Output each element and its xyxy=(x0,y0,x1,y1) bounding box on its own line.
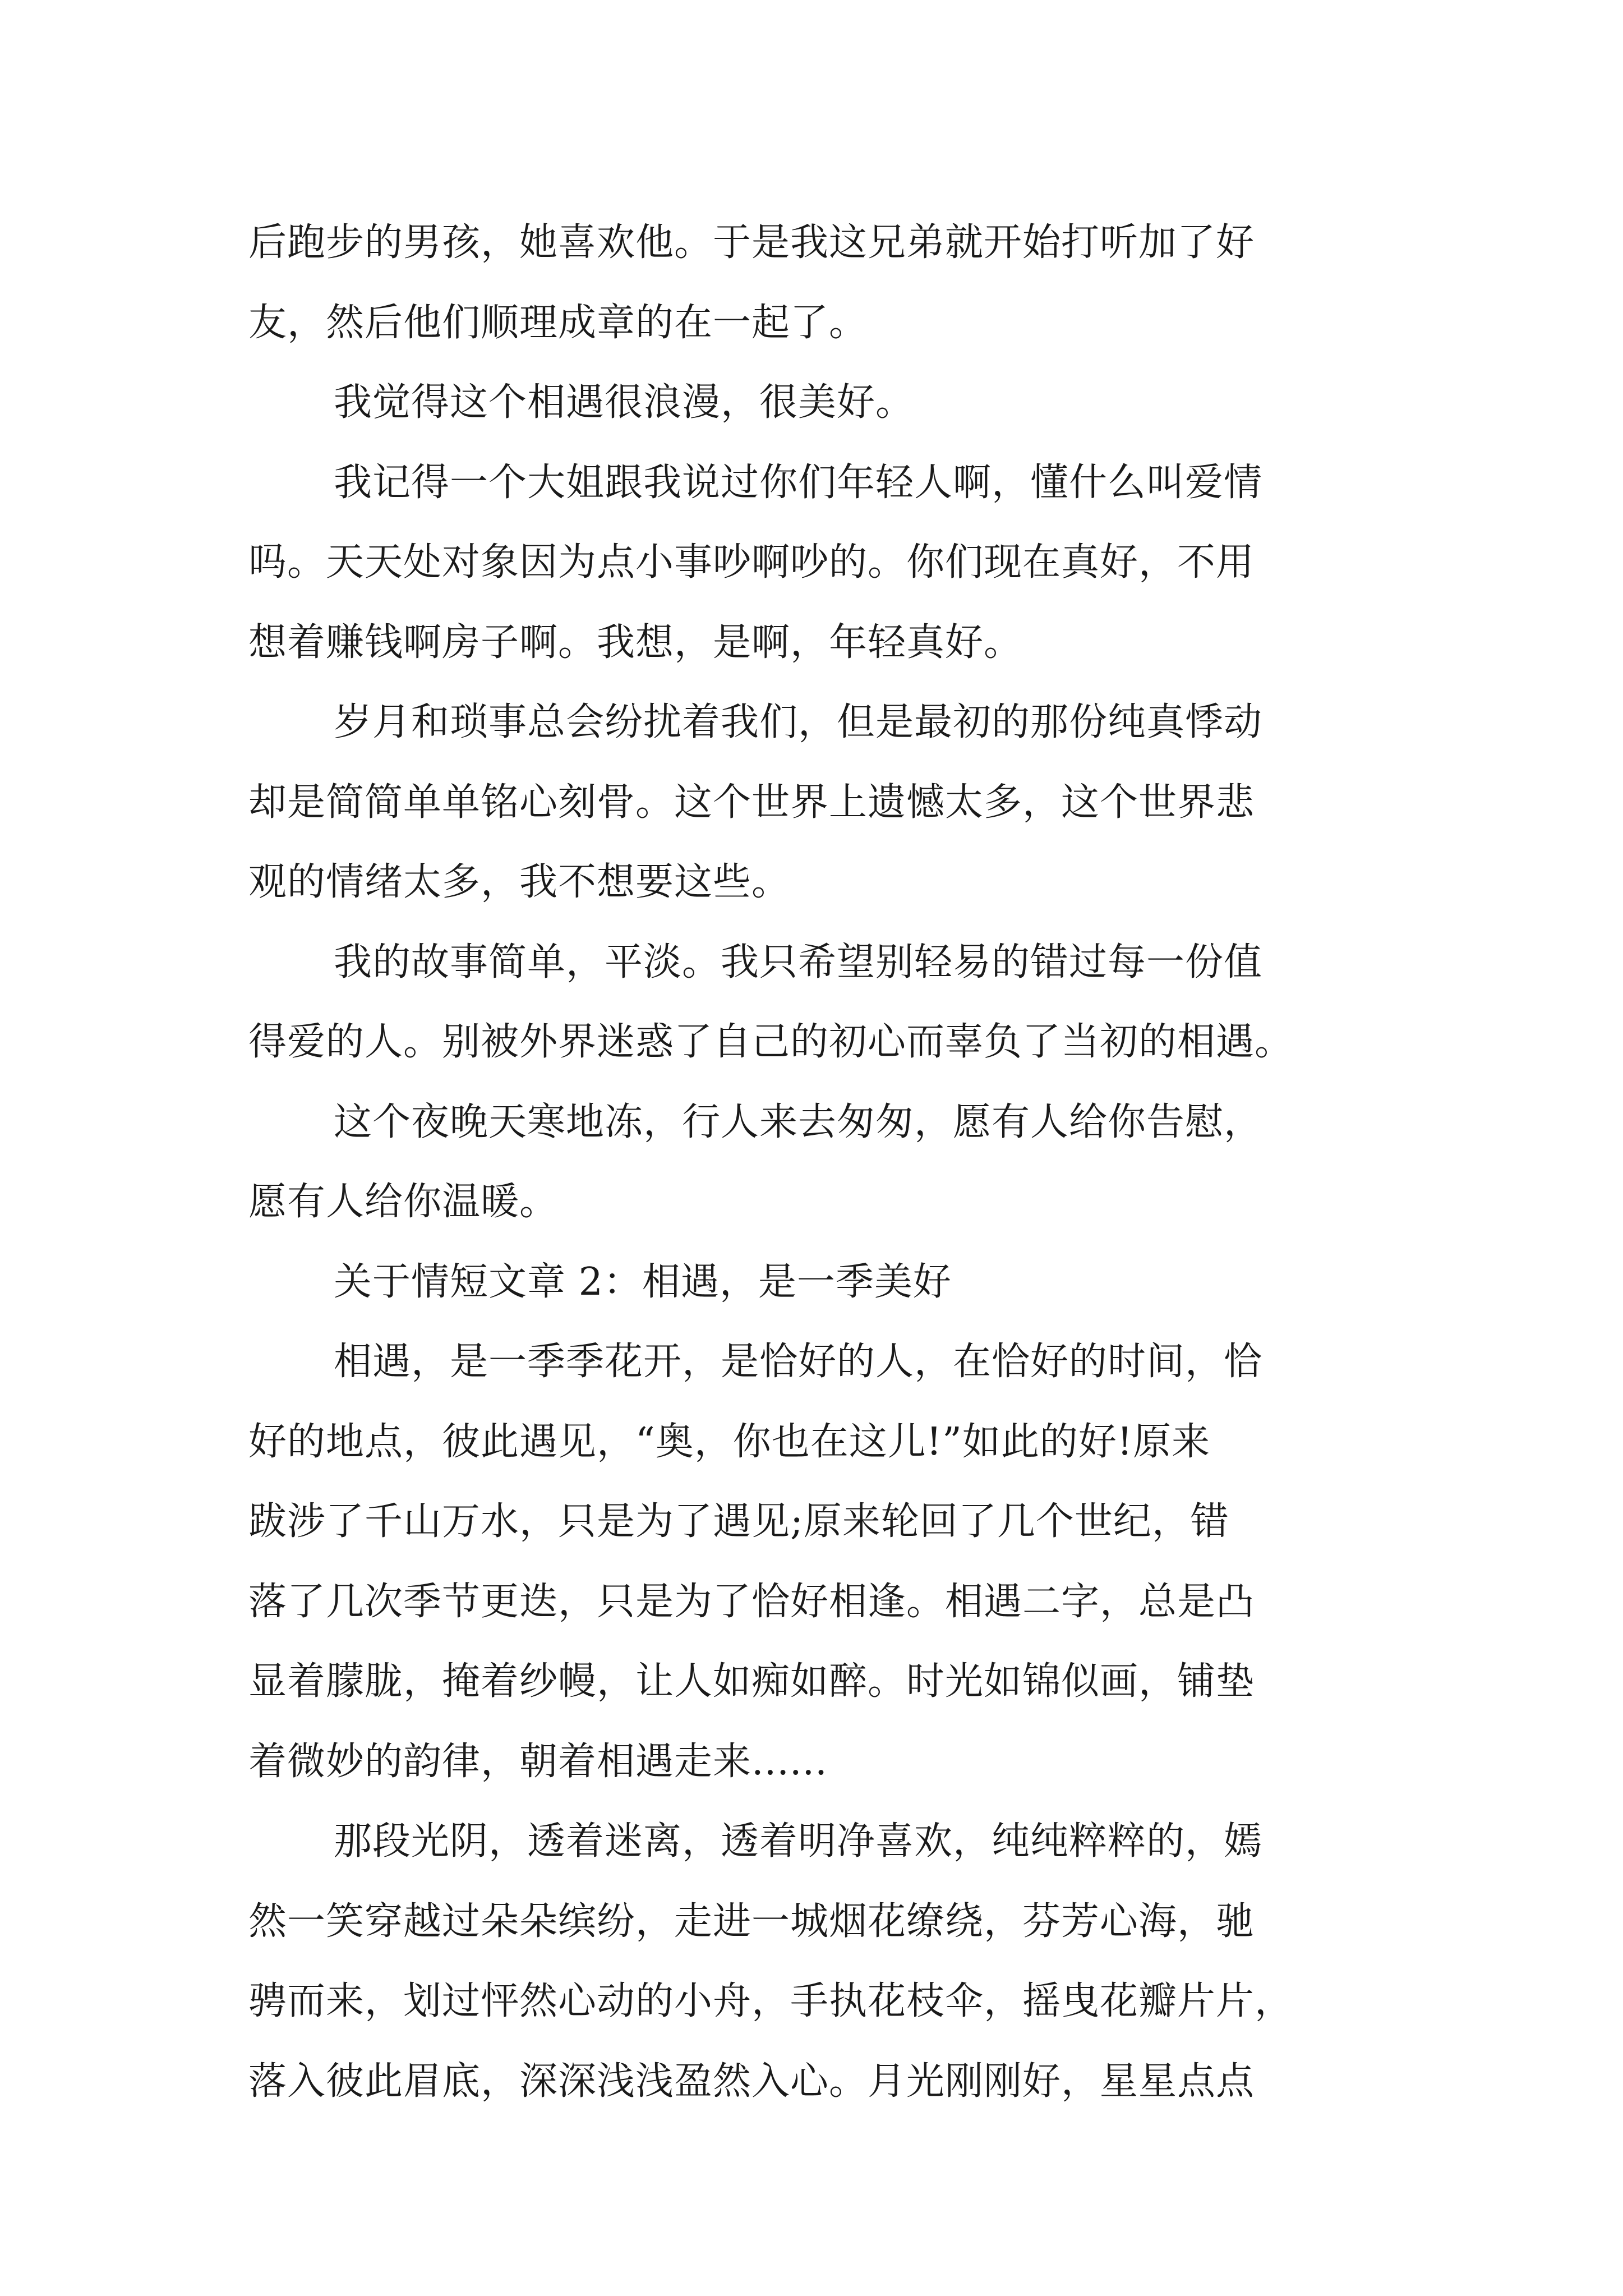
text-line: 友，然后他们顺理成章的在一起了。 xyxy=(248,300,868,345)
text-line: 这个夜晚天寒地冻，行人来去匆匆，愿有人给你告慰， xyxy=(334,1099,1263,1144)
text-line: 愿有人给你温暖。 xyxy=(248,1180,559,1224)
text-line: 然一笑穿越过朵朵缤纷，走进一城烟花缭绕，芬芳心海，驰 xyxy=(248,1899,1255,1944)
text-line: 却是简简单单铭心刻骨。这个世界上遗憾太多，这个世界悲 xyxy=(248,780,1255,825)
text-line: 落入彼此眉底，深深浅浅盈然入心。月光刚刚好，星星点点 xyxy=(248,2059,1255,2104)
text-line: 我记得一个大姐跟我说过你们年轻人啊，懂什么叫爱情 xyxy=(334,460,1263,505)
text-line: 我的故事简单，平淡。我只希望别轻易的错过每一份值 xyxy=(334,940,1263,984)
text-line: 观的情绪太多，我不想要这些。 xyxy=(248,860,791,904)
text-line: 想着赚钱啊房子啊。我想，是啊，年轻真好。 xyxy=(248,620,1023,665)
text-line: 吗。天天处对象因为点小事吵啊吵的。你们现在真好，不用 xyxy=(248,540,1255,585)
text-line: 落了几次季节更迭，只是为了恰好相逢。相遇二字，总是凸 xyxy=(248,1579,1255,1624)
text-line: 相遇，是一季季花开，是恰好的人，在恰好的时间，恰 xyxy=(334,1340,1263,1384)
text-line: 得爱的人。别被外界迷惑了自己的初心而辜负了当初的相遇。 xyxy=(248,1020,1294,1064)
text-line: 岁月和琐事总会纷扰着我们，但是最初的那份纯真悸动 xyxy=(334,700,1263,744)
text-line: 我觉得这个相遇很浪漫，很美好。 xyxy=(334,380,915,425)
text-line: 后跑步的男孩，她喜欢他。于是我这兄弟就开始打听加了好 xyxy=(248,220,1255,265)
text-line: 显着朦胧，掩着纱幔，让人如痴如醉。时光如锦似画，铺垫 xyxy=(248,1659,1255,1704)
text-line: 那段光阴，透着迷离，透着明净喜欢，纯纯粹粹的，嫣 xyxy=(334,1819,1263,1864)
text-line: 跋涉了千山万水，只是为了遇见;原来轮回了几个世纪，错 xyxy=(248,1499,1229,1544)
text-line: 好的地点，彼此遇见，“奥，你也在这儿!”如此的好!原来 xyxy=(248,1419,1211,1464)
text-line: 着微妙的韵律，朝着相遇走来...... xyxy=(248,1739,828,1784)
text-line: 骋而来，划过怦然心动的小舟，手执花枝伞，摇曳花瓣片片， xyxy=(248,1979,1294,2023)
document-body xyxy=(248,203,1393,2122)
section-heading: 关于情短文章 2：相遇，是一季美好 xyxy=(334,1259,952,1304)
